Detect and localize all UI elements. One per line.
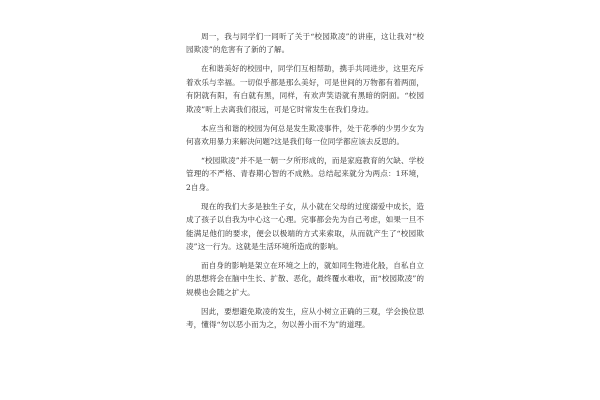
paragraph-3: 本应当和谐的校园为何总是发生欺凌事件，处于花季的少男少女为何喜欢用暴力来解决问题?这是我们每一位同学都应该去反思的。 xyxy=(186,123,424,147)
paragraph-5: 现在的我们大多是独生子女，从小就在父母的过度溺爱中成长，造成了孩子以自我为中心这一心理。完事都会先为自己考虑，如果一旦不能满足他们的要求，便会以极端的方式来索取，从而就产生了“校园欺凌”这一行为。这就是生活环境所造成的影响。 xyxy=(186,201,424,252)
essay-body xyxy=(186,30,424,337)
paragraph-1: 周一，我与同学们一同听了关于“校园欺凌”的讲座，这让我对“校园欺凌”的危害有了新的了解。 xyxy=(186,32,424,55)
paragraph-4: “校园欺凌”并不是一朝一夕所形成的，而是家庭教育的欠缺、学校管理的不严格、青春期心智的不成熟。总结起来就分为两点：1环境，2自身。 xyxy=(186,156,424,192)
paragraph-6: 而自身的影响是架立在环境之上的，就如同生物进化般，自私自立的思想将会在脑中生长、扩散、恶化，最终覆水难收，而“校园欺凌”的规模也会随之扩大。 xyxy=(186,261,424,297)
paragraph-2: 在和谐美好的校园中，同学们互相帮助，携手共同进步，这里充斥着欢乐与幸福。一切似乎都是那么美好，可是世间的万物都有着两面，有阴就有阳，有白就有黑，同样，有欢声笑语就有黑暗的阴面。“校园欺凌”听上去离我们很远，可是它时常发生在我们身边。 xyxy=(186,64,424,114)
paragraph-7: 因此，要想避免欺凌的发生，应从小树立正确的三观，学会换位思考，懂得“勿以恶小而为之，勿以善小而不为”的道理。 xyxy=(186,306,424,330)
